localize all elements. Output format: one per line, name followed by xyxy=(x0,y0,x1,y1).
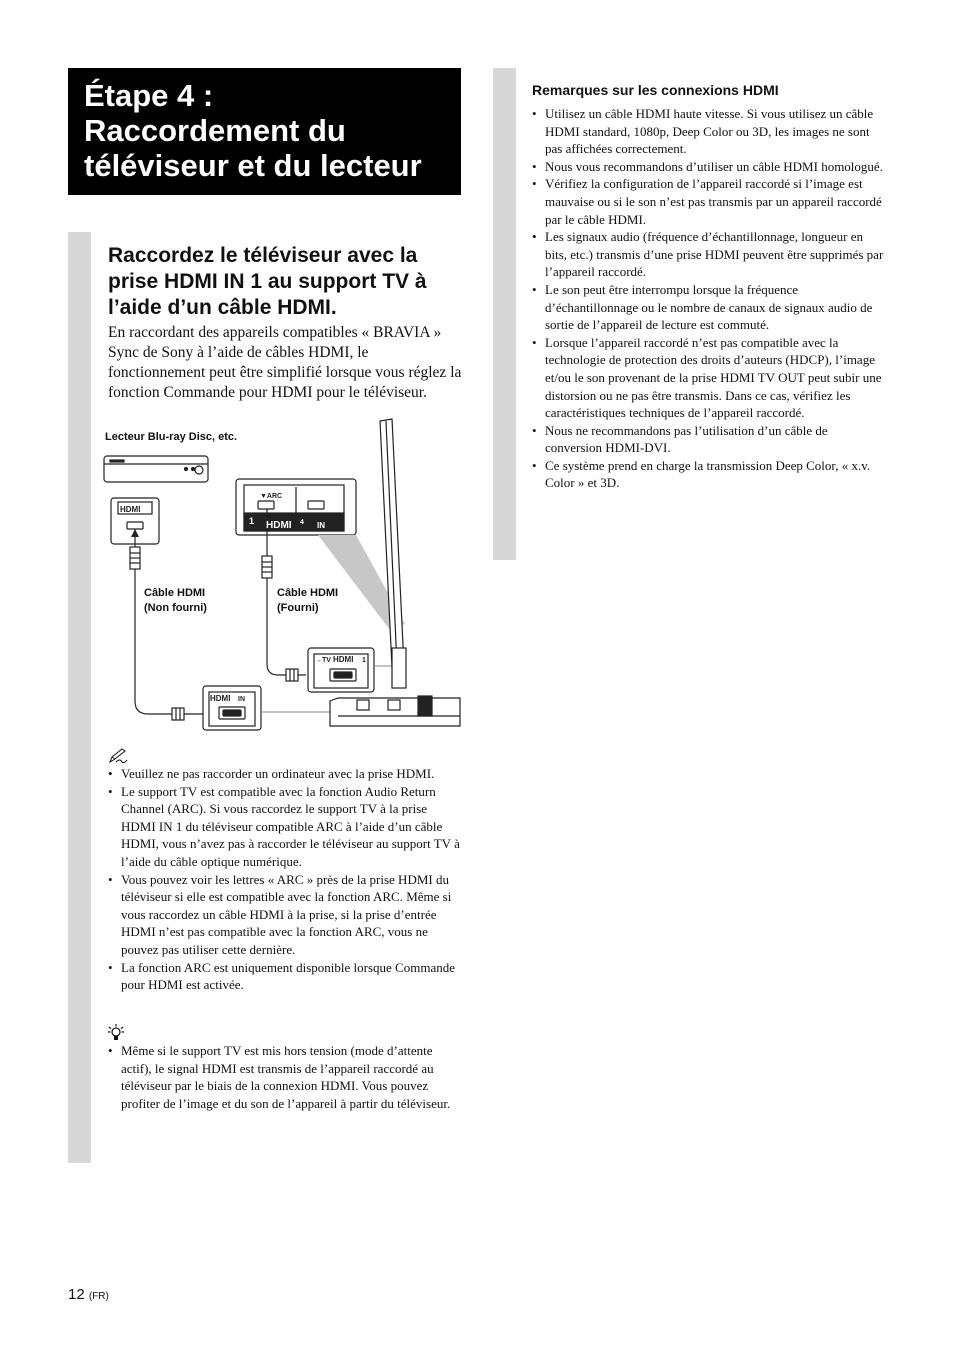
player-label: Lecteur Blu-ray Disc, etc. xyxy=(105,431,238,443)
list-item: • Utilisez un câble HDMI haute vitesse. Si vous utilisez un câble HDMI standard, 1080p, Deep Color ou 3D, les images ne sont pas affichées correctement. xyxy=(532,105,887,158)
list-item: • Même si le support TV est mis hors tension (mode d’attente actif), le signal HDMI est transmis de l’appareil raccordé au téléviseur par le biais de la connexion HDMI. Vous pouvez profiter de l’image et du son de l’appareil à partir du téléviseur. xyxy=(108,1042,460,1112)
tv-port-hdmi-text: HDMI xyxy=(266,520,292,531)
pencil-note-icon xyxy=(108,748,128,764)
list-item: • Veuillez ne pas raccorder un ordinateur avec la prise HDMI. xyxy=(108,765,460,783)
cable-supplied-label xyxy=(277,586,338,616)
right-margin-bar xyxy=(493,68,516,560)
list-item: • Vérifiez la configuration de l’appareil raccordé si l’image est mauvaise ou si le son n’est pas transmis par un appareil raccordé par le câble HDMI. xyxy=(532,175,887,228)
intro-paragraph: En raccordant des appareils compatibles « BRAVIA » Sync de Sony à l’aide de câbles HDMI, le fonctionnement peut être simplifié lorsque vous réglez la fonction Commande pour HDMI pour le téléviseur. xyxy=(108,324,462,401)
section-heading-line: prise HDMI IN 1 au support TV à xyxy=(108,270,427,293)
tv-port-4-text: 4 xyxy=(300,519,304,526)
page-footer xyxy=(68,1286,109,1303)
connection-diagram xyxy=(100,416,465,736)
list-item: • Vous pouvez voir les lettres « ARC » près de la prise HDMI du téléviseur si elle est compatible avec la fonction ARC. Même si vous raccordez un câble HDMI à la prise, si la prise d’entrée HDMI n’est pas compatible avec la fonction ARC, vous ne pouvez pas utiliser cette dernière. xyxy=(108,871,460,959)
lightbulb-tip-icon xyxy=(108,1024,124,1042)
section-heading-line: Raccordez le téléviseur avec la xyxy=(108,244,418,267)
cable-label-line: Câble HDMI xyxy=(144,587,206,599)
list-item: • Nous vous recommandons d’utiliser un câble HDMI homologué. xyxy=(532,158,887,176)
list-item: • Les signaux audio (fréquence d’échantillonnage, longueur en bits, etc.) transmis d’une prise HDMI peuvent être supprimés par l’appareil raccordé. xyxy=(532,228,887,281)
notes-list xyxy=(108,765,460,994)
hdmi-remarks-list xyxy=(532,105,887,492)
list-item: • Le support TV est compatible avec la fonction Audio Return Channel (ARC). Si vous raccordez le support TV à la prise HDMI IN 1 du téléviseur compatible ARC à l’aide d’un câble HDMI, vous n’avez pas à raccorder le téléviseur au support TV à l’aide du câble optique numérique. xyxy=(108,783,460,871)
page-title xyxy=(68,68,461,195)
page-number: 12 xyxy=(68,1286,85,1303)
section-heading xyxy=(108,243,463,321)
list-item: • Ce système prend en charge la transmission Deep Color, « x.v. Color » et 3D. xyxy=(532,457,887,492)
stand-in-hdmi-text: HDMI xyxy=(210,694,231,703)
stand-in-in-text: IN xyxy=(238,696,245,703)
title-line: Étape 4 : xyxy=(84,78,214,113)
list-item: • Le son peut être interrompu lorsque la fréquence d’échantillonnage ou le nombre de canaux de signaux audio de sortie de l’appareil de lecture est commuté. xyxy=(532,281,887,334)
list-item: • La fonction ARC est uniquement disponible lorsque Commande pour HDMI est activée. xyxy=(108,959,460,994)
language-code: (FR) xyxy=(88,1291,109,1302)
list-item: • Nous ne recommandons pas l’utilisation d’un câble de conversion HDMI-DVI. xyxy=(532,422,887,457)
stand-port-1-text: 1 xyxy=(362,657,366,664)
tv-port-1-text: 1 xyxy=(249,516,255,526)
title-line: Raccordement du xyxy=(84,113,346,148)
connection-diagram-drawing xyxy=(100,416,465,736)
tv-port-arc-text: ▼ARC xyxy=(260,493,283,500)
hdmi-remarks-heading: Remarques sur les connexions HDMI xyxy=(532,82,779,98)
title-line: téléviseur et du lecteur xyxy=(84,148,422,183)
left-margin-bar xyxy=(68,232,91,1163)
tips-list xyxy=(108,1042,460,1112)
cable-label-line: (Non fourni) xyxy=(144,602,207,614)
cable-label-line: (Fourni) xyxy=(277,602,319,614)
bluray-player-icon xyxy=(104,456,208,482)
stand-port-tv-text: →TV xyxy=(315,657,331,664)
section-heading-line: l’aide d’un câble HDMI. xyxy=(108,296,337,319)
stand-port-hdmi-text: HDMI xyxy=(333,655,354,664)
list-item: • Lorsque l’appareil raccordé n’est pas compatible avec la technologie de protection des droits d’auteurs (HDCP), l’image et/ou le son provenant de la prise HDMI TV OUT peut subir une distorsion ou ne pas être transmis. Dans ce cas, vérifiez les caractéristiques techniques de l’appareil raccordé. xyxy=(532,334,887,422)
player-port-hdmi-text: HDMI xyxy=(120,505,141,514)
cable-label-line: Câble HDMI xyxy=(277,587,339,599)
cable-not-supplied-label xyxy=(144,586,207,616)
tv-port-in-text: IN xyxy=(317,521,325,530)
